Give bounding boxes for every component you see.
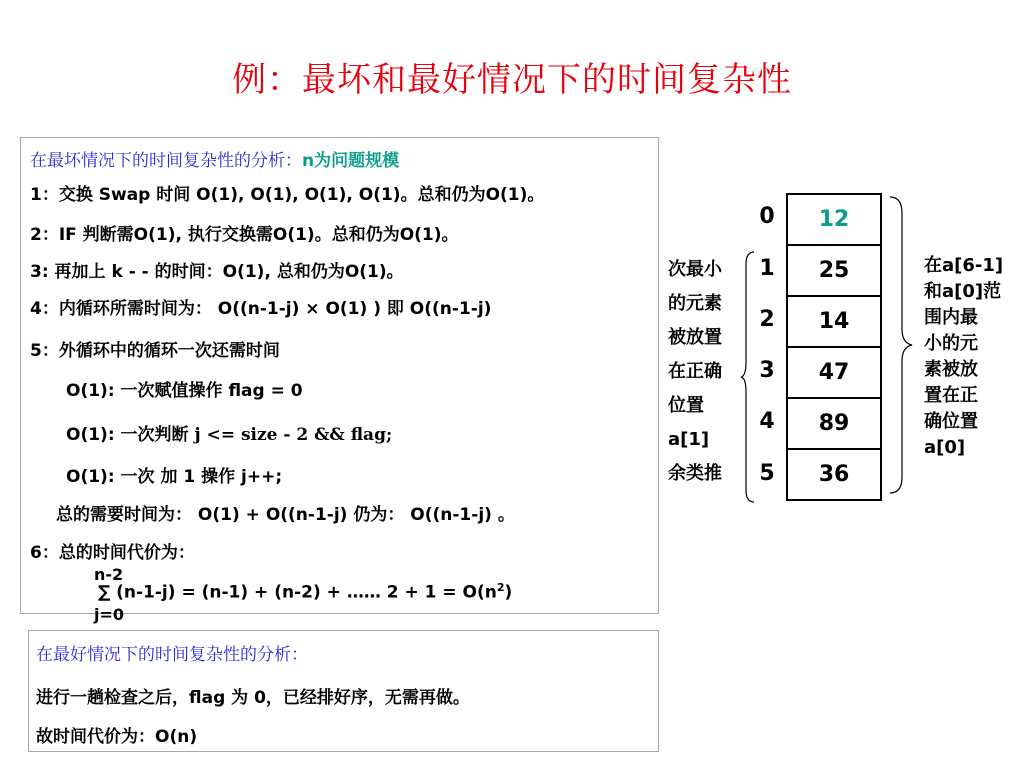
array-index-5: 5 [759, 461, 775, 486]
array-table [786, 193, 882, 501]
page-title: 例：最坏和最好情况下的时间复杂性 [232, 60, 792, 100]
array-cell-4: 89 [788, 399, 880, 450]
left-note-line: a[1] [668, 429, 710, 450]
left-note [668, 253, 722, 491]
left-note-line: 位置 [668, 395, 704, 416]
worst-line-5d: 总的需要时间为： O(1) + O((n-1-j) 仍为： O((n-1-j) 。 [56, 505, 515, 525]
right-note-line: 素被放 [924, 359, 978, 380]
worst-line-3: 3: 再加上 k - - 的时间：O(1), 总和仍为O(1)。 [30, 262, 404, 282]
left-note-line: 次最小 [668, 259, 722, 280]
problem-size-label: n为问题规模 [302, 151, 400, 171]
worst-line-5b-text: O(1): 一次判断 [66, 425, 195, 445]
left-note-line: 余类推 [668, 463, 722, 484]
sum-upper-limit: n-2 [94, 565, 124, 584]
worst-line-5c: O(1): 一次 加 1 操作 j++; [66, 467, 283, 487]
right-note-line: 和a[0]范 [924, 281, 1002, 302]
right-note-line: 围内最 [924, 307, 978, 328]
right-note-line: 置在正 [924, 385, 978, 406]
array-index-1: 1 [759, 256, 775, 281]
array-cell-3: 47 [788, 348, 880, 399]
sum-formula [98, 581, 512, 603]
sum-lower-limit: j=0 [94, 605, 125, 624]
sum-exponent: 2 [496, 581, 505, 594]
sum-expression: ∑ (n-1-j) = (n-1) + (n-2) + …… 2 + 1 = O(n [98, 582, 497, 603]
left-note-line: 被放置 [668, 327, 722, 348]
worst-line-5: 5：外循环中的循环一次还需时间 [30, 341, 280, 361]
left-note-line: 在正确 [668, 361, 722, 382]
right-note-line: 小的元 [924, 333, 978, 354]
sum-close-paren: ) [504, 582, 513, 603]
right-note-line: 在a[6-1] [924, 255, 1004, 276]
worst-line-4: 4：内循环所需时间为： O((n-1-j) × O(1) ) 即 O((n-1-j) [30, 299, 492, 319]
best-line-2: 故时间代价为：O(n) [36, 727, 198, 747]
worst-case-heading [30, 146, 399, 171]
array-index-0: 0 [759, 204, 775, 229]
array-index-4: 4 [759, 409, 775, 434]
array-cell-1: 25 [788, 246, 880, 297]
worst-line-5b-code: j <= size - 2 && flag; [194, 425, 393, 445]
left-note-line: 的元素 [668, 293, 722, 314]
array-index-2: 2 [759, 307, 775, 332]
best-case-heading: 在最好情况下的时间复杂性的分析： [36, 645, 308, 665]
right-note [924, 253, 1003, 461]
worst-line-1: 1：交换 Swap 时间 O(1), O(1), O(1), O(1)。总和仍为O(1)。 [30, 185, 545, 205]
worst-line-5a: O(1): 一次赋值操作 flag = 0 [66, 381, 303, 401]
right-note-line: 确位置 [924, 411, 978, 432]
best-line-1: 进行一趟检查之后，flag 为 0，已经排好序，无需再做。 [36, 688, 470, 708]
left-brace [740, 250, 756, 505]
array-cell-5: 36 [818, 462, 850, 487]
worst-heading-text: 在最坏情况下的时间复杂性的分析： [30, 151, 302, 171]
array-cell-2: 14 [788, 297, 880, 348]
right-brace [888, 195, 914, 495]
right-note-line: a[0] [924, 437, 966, 458]
worst-line-6: 6：总的时间代价为： [30, 543, 195, 563]
worst-line-5b [66, 420, 392, 445]
worst-line-2: 2：IF 判断需O(1), 执行交换需O(1)。总和仍为O(1)。 [30, 225, 459, 245]
array-index-3: 3 [759, 358, 775, 383]
array-cell-0: 12 [788, 195, 880, 246]
